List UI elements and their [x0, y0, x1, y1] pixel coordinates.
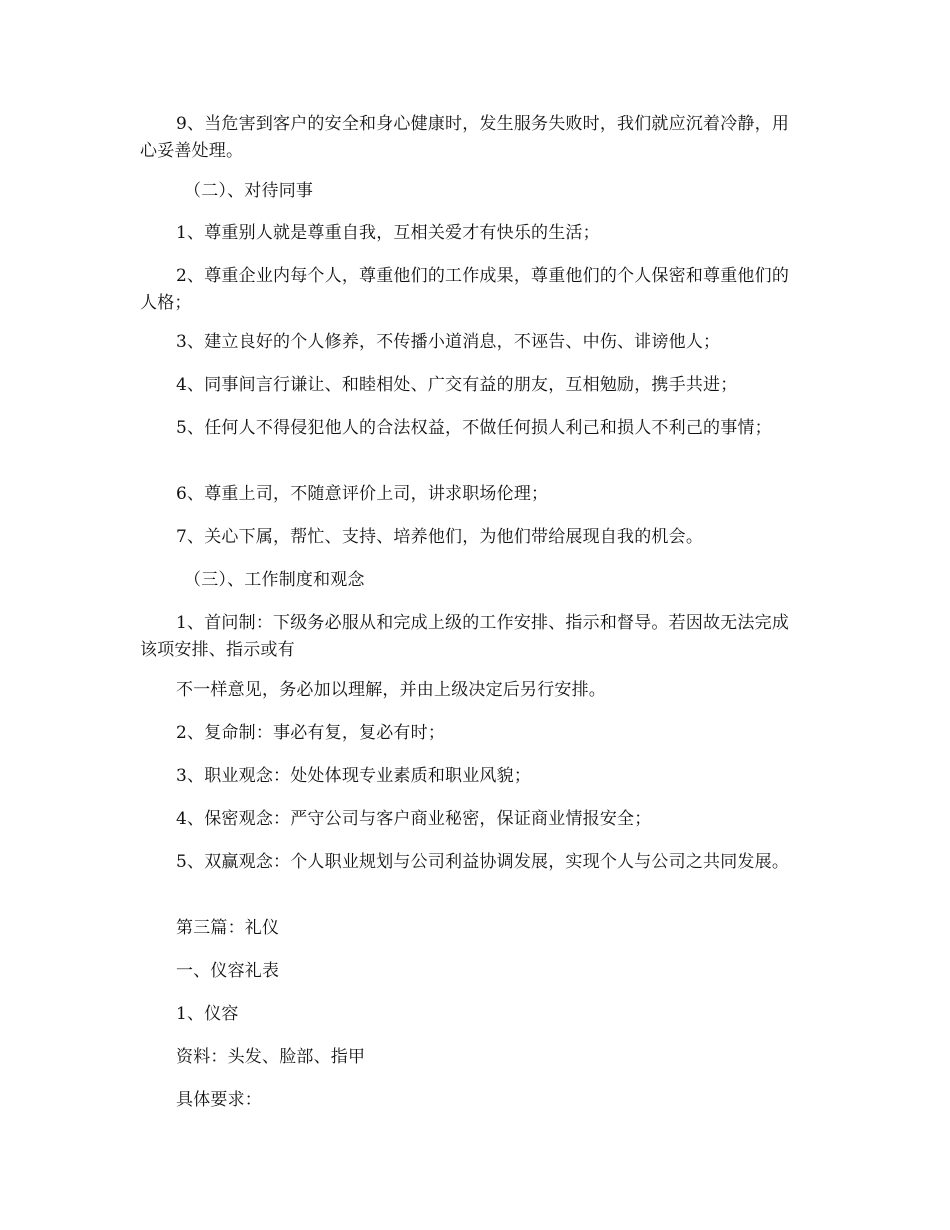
paragraph-work-2: 2、复命制：事必有复，复必有时；	[176, 723, 446, 743]
paragraph-materials: 资料：头发、脸部、指甲	[176, 1047, 366, 1067]
paragraph-work-5: 5、双赢观念：个人职业规划与公司利益协调发展，实现个人与公司之共同发展。	[176, 852, 790, 872]
paragraph-colleague-2: 2、尊重企业内每个人，尊重他们的工作成果，尊重他们的个人保密和尊重他们的人格；	[140, 266, 790, 313]
paragraph-colleague-1: 1、尊重别人就是尊重自我，互相关爱才有快乐的生活；	[176, 223, 600, 243]
paragraph-colleague-7: 7、关心下属，帮忙、支持、培养他们，为他们带给展现自我的机会。	[176, 527, 704, 547]
section-heading-appearance: 一、仪容礼表	[176, 961, 280, 981]
subsection-heading-grooming: 1、仪容	[176, 1004, 239, 1024]
section-heading-colleagues: （二）、对待同事	[184, 181, 314, 201]
paragraph-work-4: 4、保密观念：严守公司与客户商业秘密，保证商业情报安全；	[176, 809, 652, 829]
chapter-heading-etiquette: 第三篇：礼仪	[176, 918, 280, 938]
section-heading-work-system: （三）、工作制度和观念	[184, 570, 365, 590]
paragraph-requirements: 具体要求：	[176, 1090, 262, 1110]
paragraph-work-1-continued: 不一样意见，务必加以理解，并由上级决定后另行安排。	[176, 680, 606, 700]
paragraph-item-9: 9、当危害到客户的安全和身心健康时，发生服务失败时，我们就应沉着冷静，用心妥善处理。	[140, 114, 790, 161]
paragraph-colleague-3: 3、建立良好的个人修养，不传播小道消息，不诬告、中伤、诽谤他人；	[176, 332, 721, 352]
paragraph-colleague-6: 6、尊重上司，不随意评价上司，讲求职场伦理；	[176, 484, 549, 504]
paragraph-colleague-4: 4、同事间言行谦让、和睦相处、广交有益的朋友，互相勉励，携手共进；	[176, 375, 738, 395]
paragraph-work-1: 1、首问制：下级务必服从和完成上级的工作安排、指示和督导。若因故无法完成该项安排、指示或有	[140, 613, 790, 660]
paragraph-work-3: 3、职业观念：处处体现专业素质和职业风貌；	[176, 766, 532, 786]
paragraph-colleague-5: 5、任何人不得侵犯他人的合法权益，不做任何损人利己和损人不利己的事情；	[176, 418, 772, 438]
